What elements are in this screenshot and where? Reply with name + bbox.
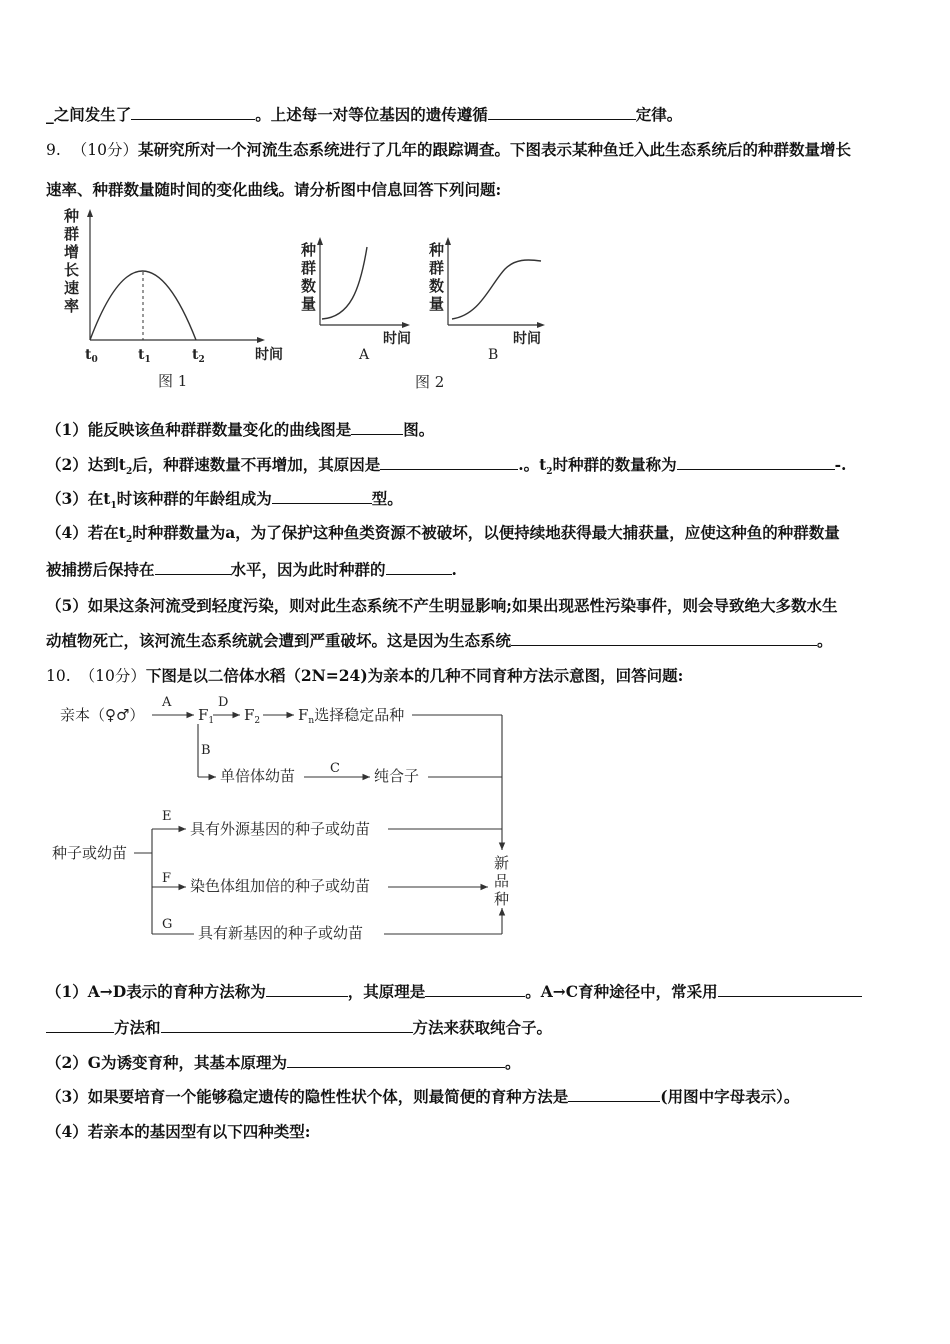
svg-text:量: 量 xyxy=(429,295,445,313)
q9-part3: （3）在$t_1$时该种群的年龄组成为 型。 xyxy=(46,489,403,512)
svg-text:速: 速 xyxy=(64,279,80,297)
figure-2-population-charts xyxy=(295,235,565,395)
svg-text:群: 群 xyxy=(64,225,80,243)
q9-part2: （2）达到$t_2$后，种群速数量不再增加，其原因是 .。$t_2$时种群的数量称为 -. xyxy=(46,455,847,478)
answer-blank[interactable] xyxy=(287,1053,505,1068)
answer-blank[interactable] xyxy=(351,420,403,435)
svg-text:数: 数 xyxy=(301,277,317,295)
answer-blank[interactable] xyxy=(161,1018,413,1033)
f-node: 染色体组加倍的种子或幼苗 xyxy=(190,877,371,895)
q9-part1: （1）能反映该鱼种群群数量变化的曲线图是 图。 xyxy=(46,420,435,439)
arrow-F-label: F xyxy=(162,871,172,886)
svg-text:时间: 时间 xyxy=(513,331,541,347)
breeding-methods-diagram xyxy=(48,690,528,950)
question-score: （10分） xyxy=(79,667,146,685)
x-axis-label: 时间 xyxy=(255,347,283,363)
svg-text:时间: 时间 xyxy=(383,331,411,347)
answer-blank[interactable] xyxy=(380,455,518,470)
answer-blank[interactable] xyxy=(718,982,862,997)
q10-part4: （4）若亲本的基因型有以下四种类型: xyxy=(46,1122,311,1141)
svg-text:率: 率 xyxy=(64,297,80,315)
F2-node: $F_2$ xyxy=(244,706,261,726)
svg-text:群: 群 xyxy=(429,259,445,277)
arrow-B-label: B xyxy=(201,743,211,758)
label-B: B xyxy=(488,347,499,363)
answer-blank[interactable] xyxy=(131,105,255,120)
q9-part5-cont: 动植物死亡，该河流生态系统就会遭到严重破坏。这是因为生态系统 。 xyxy=(46,631,833,650)
answer-blank[interactable] xyxy=(511,631,817,646)
svg-text:种: 种 xyxy=(64,207,80,225)
F1-node: $F_1$ xyxy=(198,706,215,726)
parent-label: 亲本（♀♂） xyxy=(60,706,145,724)
svg-text:长: 长 xyxy=(64,261,80,279)
svg-text:种: 种 xyxy=(429,241,445,259)
svg-text:量: 量 xyxy=(301,295,317,313)
q10-part2: （2）G为诱变育种，其基本原理为 。 xyxy=(46,1053,521,1072)
q10-part1: （1）A→D表示的育种方法称为 ，其原理是 。A→C育种途径中，常采用 xyxy=(46,980,910,1002)
seed-node: 种子或幼苗 xyxy=(52,844,128,862)
label-A: A xyxy=(359,347,370,363)
svg-text:群: 群 xyxy=(301,259,317,277)
arrow-E-label: E xyxy=(162,809,172,824)
figure-1-growth-rate-chart xyxy=(60,205,300,395)
figure-2-caption: 图 2 xyxy=(415,373,445,391)
pure-line-node: 纯合子 xyxy=(374,767,420,785)
question-10-stem: 10. （10分）下图是以二倍体水稻（2N=24)为亲本的几种不同育种方法示意图，回答问题: xyxy=(46,666,684,685)
answer-blank[interactable] xyxy=(155,560,231,575)
Fn-node: $F_n$选择稳定品种 xyxy=(298,706,405,726)
question-9-stem: 9. （10分）某研究所对一个河流生态系统进行了几年的跟踪调查。下图表示某种鱼迁入此生态系统后的种群数量增长 xyxy=(46,140,851,159)
question-9-stem-cont: 速率、种群数量随时间的变化曲线。请分析图中信息回答下列问题: xyxy=(46,180,502,199)
t1-label: $t_1$ xyxy=(138,347,151,365)
q9-part5: （5）如果这条河流受到轻度污染，则对此生态系统不产生明显影响;如果出现恶性污染事件，则会导致绝大多数水生 xyxy=(46,596,838,615)
j-curve xyxy=(322,247,367,319)
t2-label: $t_2$ xyxy=(192,347,205,365)
answer-blank[interactable] xyxy=(272,489,372,504)
figure-1-y-label xyxy=(63,207,79,315)
svg-text:种: 种 xyxy=(494,890,510,908)
figure-2a-y-label xyxy=(300,241,316,313)
arrow-A-label: A xyxy=(162,695,172,710)
answer-blank[interactable] xyxy=(266,982,348,997)
arrow-G-label: G xyxy=(162,917,173,932)
figure-1-caption: 图 1 xyxy=(158,372,188,390)
q10-part3: （3）如果要培育一个能够稳定遗传的隐性性状个体，则最简便的育种方法是 (用图中字母表示）。 xyxy=(46,1087,800,1106)
s-curve xyxy=(452,260,541,319)
answer-blank[interactable] xyxy=(568,1087,660,1102)
q10-part1-cont: 方法和 方法来获取纯合子。 xyxy=(46,1016,910,1038)
answer-blank[interactable] xyxy=(386,560,452,575)
answer-blank[interactable] xyxy=(425,982,525,997)
question-score: （10分） xyxy=(71,141,138,159)
arrow-D-label: D xyxy=(218,695,229,710)
answer-blank[interactable] xyxy=(488,105,636,120)
answer-line-top: _之间发生了 。上述每一对等位基因的遗传遵循 定律。 xyxy=(46,105,683,124)
figure-2b-y-label xyxy=(428,241,444,313)
new-variety-node xyxy=(494,854,509,908)
g-node: 具有新基因的种子或幼苗 xyxy=(198,924,364,942)
svg-text:数: 数 xyxy=(429,277,445,295)
answer-blank[interactable] xyxy=(677,455,835,470)
svg-text:种: 种 xyxy=(301,241,317,259)
svg-text:品: 品 xyxy=(494,872,510,890)
question-number: 10. xyxy=(46,667,71,685)
answer-blank[interactable] xyxy=(46,1018,114,1033)
growth-rate-curve xyxy=(90,271,196,340)
arrow-C-label: C xyxy=(330,761,340,776)
haploid-node: 单倍体幼苗 xyxy=(220,767,296,785)
question-number: 9. xyxy=(46,141,61,159)
q9-part4: （4）若在$t_2$时种群数量为a，为了保护这种鱼类资源不被破坏，以便持续地获得最大捕获量，应使这种鱼的种群数量 xyxy=(46,523,840,546)
svg-text:增: 增 xyxy=(64,243,80,261)
q9-part4-cont: 被捕捞后保持在 水平，因为此时种群的 . xyxy=(46,560,457,579)
t0-label: $t_0$ xyxy=(85,347,98,365)
svg-text:新: 新 xyxy=(494,854,510,872)
e-node: 具有外源基因的种子或幼苗 xyxy=(190,820,371,838)
